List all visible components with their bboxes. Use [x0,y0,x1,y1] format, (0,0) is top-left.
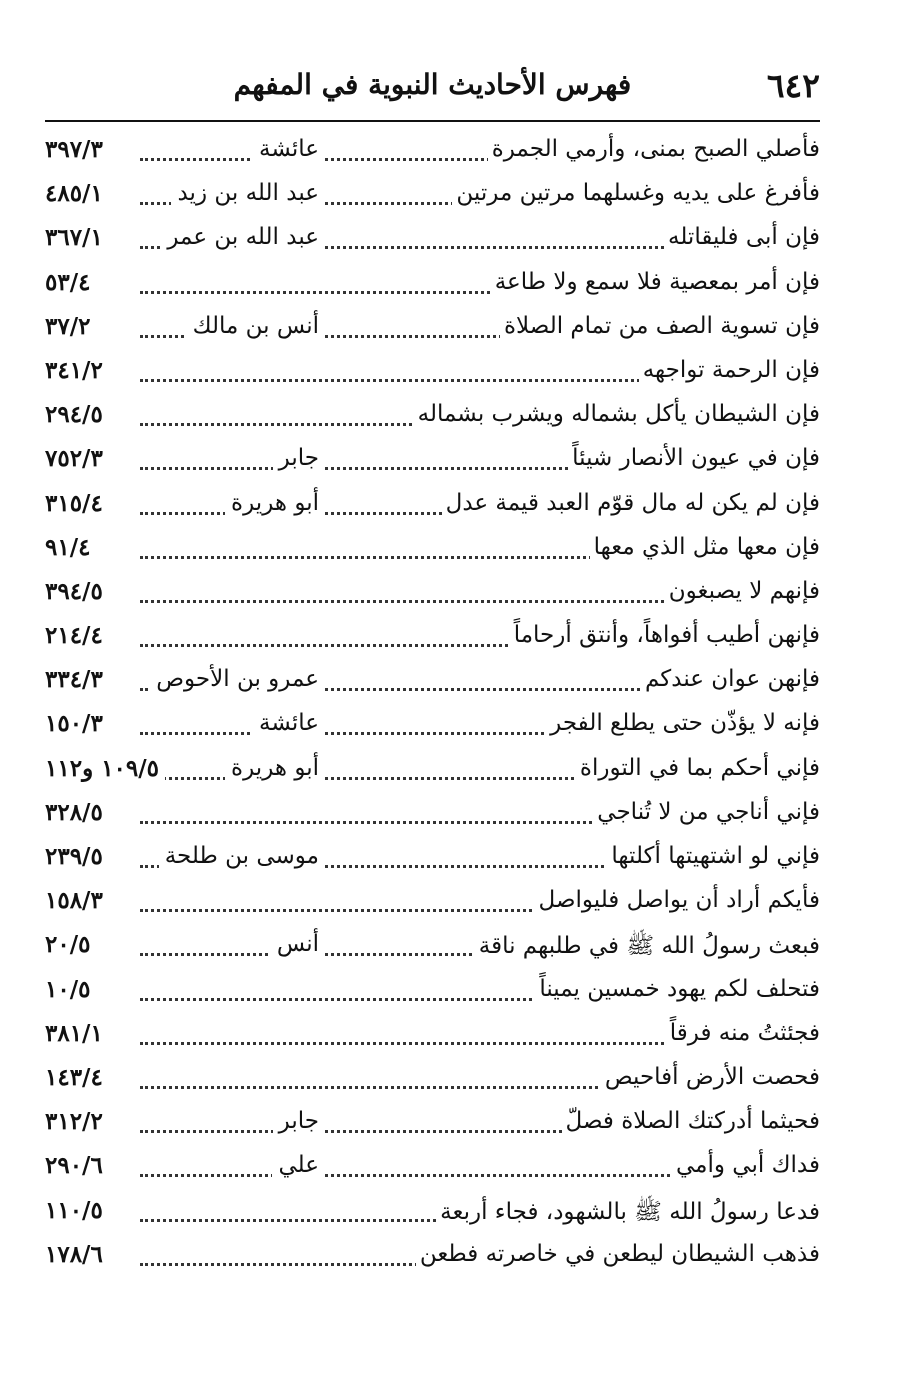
volume-page-reference: ١٠٩/٥ و١١٢ [45,755,165,782]
volume-page-reference: ٣٨١/١ [45,1020,109,1047]
volume-page-reference: ٣٧/٢ [45,313,96,340]
volume-page-reference: ٣٩٧/٣ [45,136,109,163]
index-entry [45,704,820,748]
index-entry [45,572,820,616]
index-entry [45,1102,820,1146]
index-entry [45,925,820,969]
hadith-index-list [45,130,820,1279]
index-entry [45,1146,820,1190]
narrator-name: عمرو بن الأحوص [150,666,325,692]
index-entry [45,439,820,483]
hadith-text: فبعث رسولُ الله ﷺ في طلبهم ناقة [475,931,820,965]
volume-page-reference: ٢١٤/٤ [45,622,109,649]
narrator-name: جابر [273,1108,325,1134]
volume-page-reference: ٣٩٤/٥ [45,578,109,605]
hadith-text: فإنهم لا يصبغون [665,578,820,604]
volume-page-reference: ٢٩٤/٥ [45,401,109,428]
header-rule [45,120,820,122]
volume-page-reference: ٣٤١/٢ [45,357,109,384]
volume-page-reference: ١٧٨/٦ [45,1241,109,1268]
index-entry [45,174,820,218]
hadith-text: فأفرغ على يديه وغسلهما مرتين مرتين [452,180,820,206]
volume-page-reference: ٢٠/٥ [45,931,96,958]
hadith-text: فجئثتُ منه فرقاً [666,1020,820,1046]
index-entry [45,1235,820,1279]
index-entry [45,351,820,395]
hadith-text: فإنهن أطيب أفواهاً، وأنتق أرحاماً [510,622,820,648]
index-entry [45,263,820,307]
narrator-name: عبد الله بن زيد [171,180,325,206]
hadith-text: فإنهن عوان عندكم [641,666,820,692]
running-title: فهرس الأحاديث النبوية في المفهم [233,68,632,101]
hadith-text: فحصت الأرض أفاحيص [601,1064,820,1090]
page-header [45,62,820,112]
index-entry [45,218,820,262]
volume-page-reference: ١٠/٥ [45,976,96,1003]
narrator-name: أبو هريرة [225,755,325,781]
volume-page-reference: ٣١٥/٤ [45,490,109,517]
hadith-text: فإني أناجي من لا تُناجي [593,799,820,825]
index-entry [45,793,820,837]
index-entry [45,395,820,439]
hadith-text: فإن أبى فليقاتله [664,224,820,250]
index-entry [45,484,820,528]
volume-page-reference: ١١٠/٥ [45,1197,109,1224]
hadith-text: فأصلي الصبح بمنى، وأرمي الجمرة [488,136,820,162]
narrator-name: عائشة [253,710,325,736]
hadith-text: فداك أبي وأمي [672,1152,820,1178]
hadith-text: فإن الرحمة تواجهه [639,357,820,383]
hadith-text: فإن أمر بمعصية فلا سمع ولا طاعة [491,269,820,295]
volume-page-reference: ٢٣٩/٥ [45,843,109,870]
volume-page-reference: ١٥٨/٣ [45,887,109,914]
volume-page-reference: ٧٥٢/٣ [45,445,109,472]
narrator-name: عائشة [253,136,325,162]
hadith-text: فإني لو اشتهيتها أكلتها [607,843,820,869]
hadith-text: فتحلف لكم يهود خمسين يميناً [535,976,820,1002]
index-entry [45,837,820,881]
volume-page-reference: ٣٢٨/٥ [45,799,109,826]
hadith-text: فدعا رسولُ الله ﷺ بالشهود، فجاء أربعة [436,1197,820,1231]
hadith-text: فإنه لا يؤذّن حتى يطلع الفجر [546,710,820,736]
hadith-text: فإن الشيطان يأكل بشماله ويشرب بشماله [414,401,820,427]
volume-page-reference: ٥٣/٤ [45,269,96,296]
index-entry [45,970,820,1014]
hadith-text: فإن تسوية الصف من تمام الصلاة [500,313,820,339]
volume-page-reference: ١٤٣/٤ [45,1064,109,1091]
volume-page-reference: ١٥٠/٣ [45,710,109,737]
narrator-name: جابر [273,445,325,471]
volume-page-reference: ٢٩٠/٦ [45,1152,109,1179]
narrator-name: علي [272,1152,325,1178]
index-entry [45,660,820,704]
narrator-name: موسى بن طلحة [159,843,325,869]
hadith-text: فأيكم أراد أن يواصل فليواصل [535,887,820,913]
index-entry [45,528,820,572]
index-entry [45,749,820,793]
hadith-text: فإن معها مثل الذي معها [590,534,820,560]
page-number: ٦٤٢ [766,66,820,105]
narrator-name: أبو هريرة [225,490,325,516]
hadith-text: فإني أحكم بما في التوراة [576,755,820,781]
narrator-name: أنس بن مالك [187,313,325,339]
hadith-text: فذهب الشيطان ليطعن في خاصرته فطعن [416,1241,820,1267]
index-entry [45,616,820,660]
narrator-name: عبد الله بن عمر [161,224,325,250]
hadith-text: فإن في عيون الأنصار شيئاً [568,445,820,471]
volume-page-reference: ٩١/٤ [45,534,96,561]
index-entry [45,1014,820,1058]
volume-page-reference: ٣٦٧/١ [45,224,109,251]
volume-page-reference: ٤٨٥/١ [45,180,109,207]
volume-page-reference: ٣٣٤/٣ [45,666,109,693]
hadith-text: فإن لم يكن له مال قوّم العبد قيمة عدل [442,490,820,516]
volume-page-reference: ٣١٢/٢ [45,1108,109,1135]
index-entry [45,307,820,351]
index-entry [45,130,820,174]
index-entry [45,1191,820,1235]
index-entry [45,1058,820,1102]
index-entry [45,881,820,925]
narrator-name: أنس [271,931,325,957]
hadith-text: فحيثما أدركتك الصلاة فصلّ [562,1108,820,1134]
